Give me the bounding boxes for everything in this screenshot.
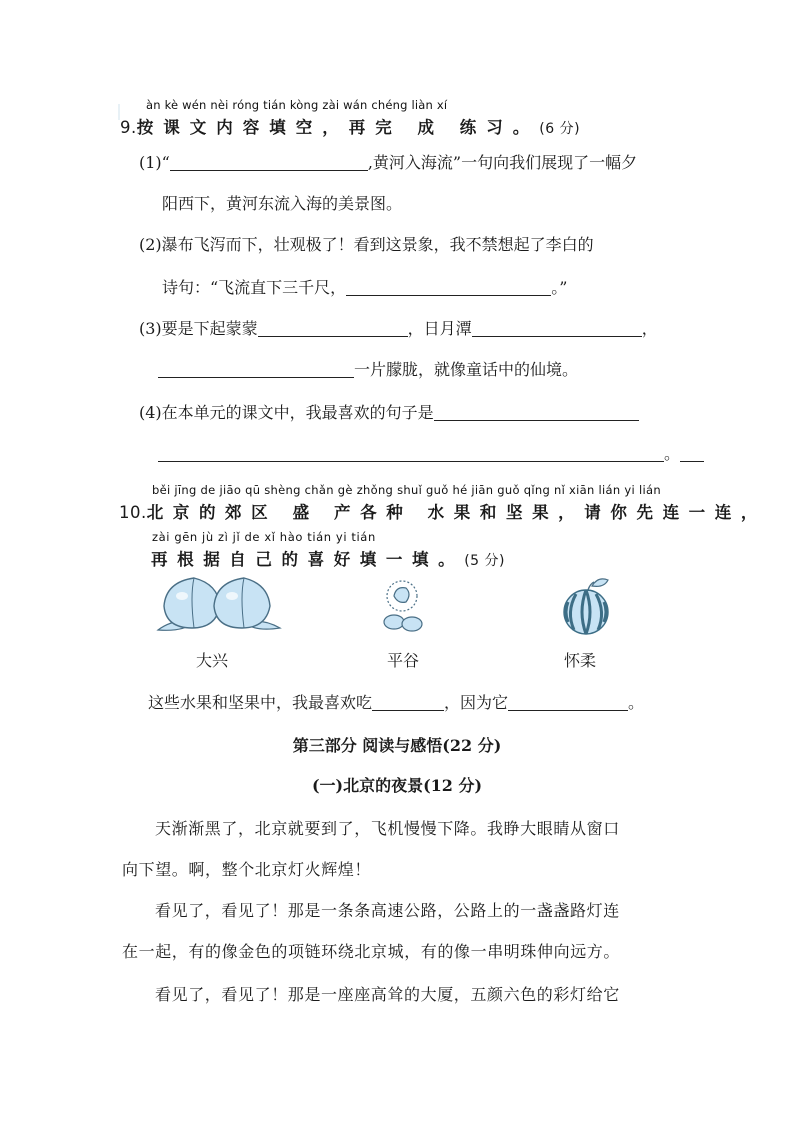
q9-item3-blank2[interactable]: [472, 320, 642, 337]
q9-item4-blank3[interactable]: [680, 445, 704, 462]
q10-fill-prefix: 这些水果和坚果中，我最喜欢吃: [148, 693, 373, 712]
peach-right-highlight: [226, 592, 238, 600]
q10-line2: [151, 546, 505, 570]
watermelon-image[interactable]: [558, 574, 618, 636]
q9-title: 按课文内容填空，再完 成 练习。: [136, 118, 540, 137]
q10-line1-text: 北京的郊区 盛 产各种 水果和坚果，请你先连一连，: [146, 503, 767, 522]
q9-item3-text: 一片朦胧，就像童话中的仙境。: [354, 360, 579, 379]
q9-score: (6 分): [539, 121, 581, 137]
q9-item3-blank1[interactable]: [258, 320, 408, 337]
q10-pinyin-line1: běi jīng de jiāo qū shèng chǎn gè zhǒng shuǐ guǒ hé jiān guǒ qǐng nǐ xiān lián yi lián: [152, 483, 661, 497]
q9-heading: [120, 114, 580, 138]
peach-left-highlight: [176, 592, 188, 600]
q9-item4-line2: [158, 441, 704, 464]
q9-item2-prefix: 诗句：“飞流直下三千尺，: [162, 278, 347, 297]
chestnut-nut-left: [384, 615, 404, 629]
q10-fill-blank2[interactable]: [508, 694, 628, 711]
q9-item1-blank[interactable]: [170, 154, 368, 171]
q9-item1-line2: 阳西下，黄河东流入海的美景图。: [162, 194, 403, 213]
q9-item2-line2: [162, 275, 567, 298]
q9-item3-end: ，: [641, 319, 658, 338]
place-huairou[interactable]: 怀柔: [564, 651, 597, 670]
q10-line1: [119, 499, 767, 523]
passage-paragraph: 看见了，看见了！那是一条条高速公路，公路上的一盏盏路灯连: [155, 901, 620, 920]
q9-item3-prefix: (3)要是下起蒙蒙: [139, 319, 258, 338]
passage-paragraph: 看见了，看见了！那是一座座高耸的大厦，五颜六色的彩灯给它: [155, 985, 620, 1004]
chestnut-inner: [394, 588, 409, 603]
q9-item2-blank[interactable]: [346, 279, 551, 296]
chestnut-nut-right: [402, 617, 422, 631]
q9-item1-prefix: (1)“: [139, 153, 170, 172]
passage-paragraph: 天渐渐黑了，北京就要到了，飞机慢慢下降。我睁大眼睛从窗口: [155, 819, 620, 838]
q9-item3-line1: [139, 316, 658, 339]
part3-heading: 第三部分 阅读与感悟(22 分): [292, 736, 502, 755]
q9-item2-suffix: 。”: [551, 278, 568, 297]
q9-item2-line1: (2)瀑布飞泻而下，壮观极了！看到这景象，我不禁想起了李白的: [139, 235, 594, 254]
place-daxing[interactable]: 大兴: [196, 651, 229, 670]
q9-item3-line2: [158, 357, 578, 380]
q9-item3-blank3[interactable]: [158, 361, 354, 378]
part3-subheading: (一)北京的夜景(12 分): [311, 776, 483, 795]
q9-item4-blank1[interactable]: [434, 404, 639, 421]
q9-item4-blank2[interactable]: [158, 445, 664, 462]
passage-paragraph: 在一起，有的像金色的项链环绕北京城，有的像一串明珠伸向远方。: [122, 942, 621, 961]
q9-item1-line1: [139, 150, 637, 173]
q9-pinyin: àn kè wén nèi róng tián kòng zài wán chéng liàn xí: [146, 98, 448, 112]
q9-item4-prefix: (4)在本单元的课文中，我最喜欢的句子是: [139, 403, 434, 422]
q10-score: (5 分): [464, 553, 505, 569]
q10-fill-line: [148, 690, 644, 713]
q9-item4-end: 。: [664, 444, 681, 463]
peach-image[interactable]: [154, 572, 284, 636]
q10-fill-mid: ，因为它: [444, 693, 509, 712]
chestnut-image[interactable]: [380, 574, 428, 636]
q9-number: 9.: [120, 118, 137, 137]
q10-pinyin-line2: zài gēn jù zì jǐ de xǐ hào tián yi tián: [152, 530, 376, 544]
q10-number: 10.: [119, 503, 147, 522]
q9-item3-mid: ，日月潭: [407, 319, 472, 338]
q10-line2-text: 再根据自己的喜好填一填。: [151, 550, 465, 569]
watermelon-leaf: [592, 579, 608, 587]
q9-item4-line1: [139, 400, 639, 423]
q10-fill-end: 。: [628, 693, 645, 712]
q9-item1-suffix: ,黄河入海流”一句向我们展现了一幅夕: [367, 153, 638, 172]
passage-paragraph: 向下望。啊，整个北京灯火辉煌！: [122, 860, 372, 879]
q10-fill-blank1[interactable]: [372, 694, 444, 711]
place-pinggu[interactable]: 平谷: [387, 651, 420, 670]
